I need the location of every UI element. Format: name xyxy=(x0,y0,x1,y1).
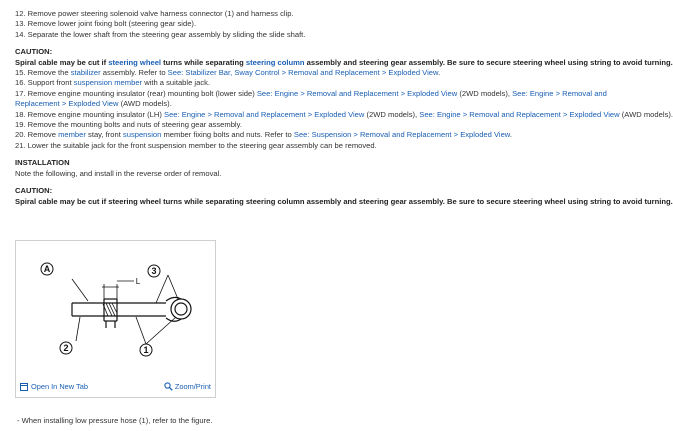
steering-column-link[interactable]: steering column xyxy=(245,57,305,67)
engine-exploded-view-link-awd[interactable]: See: Engine > Removal and Replacement > Exploded View xyxy=(15,88,607,109)
zoom-print-button[interactable] xyxy=(164,382,211,391)
procedure-content xyxy=(15,9,673,207)
step-15: 15. Remove the stabilizer assembly. Refer to See: Stabilizer Bar, Sway Control > Removal and Replacement > Exploded View. xyxy=(15,68,441,78)
step-17: 17. Remove engine mounting insulator (rear) mounting bolt (lower side) See: Engine > Removal and Replacement > Exploded View (2WD models), See: Engine > Removal and Replacement > Exploded View (AWD models). xyxy=(15,88,607,109)
suspension-link[interactable]: suspension xyxy=(122,130,162,140)
open-in-new-tab-label: Open In New Tab xyxy=(31,382,88,391)
step-13: 13. Remove lower joint fixing bolt (steering gear side). xyxy=(15,19,197,29)
figure-footer xyxy=(20,382,211,394)
steering-joint-illustration xyxy=(16,241,215,381)
callout-l: L xyxy=(135,277,141,286)
step-21: 21. Lower the suitable jack for the front suspension member to the steering gear assembly can be removed. xyxy=(15,140,377,150)
callout-1: 1 xyxy=(143,345,149,355)
member-link[interactable]: member xyxy=(58,130,86,140)
suspension-member-link[interactable]: suspension member xyxy=(73,78,143,88)
magnifier-icon xyxy=(164,382,173,391)
engine-exploded-view-link-lh-2wd[interactable]: See: Engine > Removal and Replacement > Exploded View xyxy=(164,109,365,119)
callout-3: 3 xyxy=(151,266,157,276)
new-tab-icon xyxy=(20,383,28,391)
step-20: 20. Remove member stay, front suspension member fixing bolts and nuts. Refer to See: Suspension > Removal and Replacement > Exploded View. xyxy=(15,130,512,140)
figure-panel xyxy=(15,240,216,398)
step-14: 14. Separate the lower shaft from the steering gear assembly by sliding the slide shaft. xyxy=(15,29,306,39)
caution-heading: CAUTION: xyxy=(15,47,53,57)
step-16: 16. Support front suspension member with a suitable jack. xyxy=(15,78,211,88)
step-12: 12. Remove power steering solenoid valve harness connector (1) and harness clip. xyxy=(15,9,294,18)
stabilizer-exploded-view-link[interactable]: See: Stabilizer Bar, Sway Control > Removal and Replacement > Exploded View xyxy=(167,68,439,78)
suspension-exploded-view-link[interactable]: See: Suspension > Removal and Replacement > Exploded View xyxy=(293,130,510,140)
caution-heading-2: CAUTION: xyxy=(15,186,53,196)
low-pressure-hose-note: - When installing low pressure hose (1), refer to the figure. xyxy=(17,416,213,425)
callout-2: 2 xyxy=(63,343,69,353)
zoom-print-label: Zoom/Print xyxy=(174,382,211,391)
steering-wheel-link[interactable]: steering wheel xyxy=(108,57,162,67)
installation-heading: INSTALLATION xyxy=(15,158,70,168)
installation-text: Note the following, and install in the reverse order of removal. xyxy=(15,168,222,178)
step-18: 18. Remove engine mounting insulator (LH) See: Engine > Removal and Replacement > Exploded View (2WD models), See: Engine > Removal and Replacement > Exploded View (AWD models). xyxy=(15,109,673,119)
stabilizer-link[interactable]: stabilizer xyxy=(70,68,101,78)
caution-text-2: Spiral cable may be cut if steering wheel turns while separating steering column assembly and steering gear assembly. Be sure to secure steering wheel using string to avoid turning. xyxy=(15,196,673,206)
callout-a: A xyxy=(43,264,51,274)
engine-exploded-view-link-lh-awd[interactable]: See: Engine > Removal and Replacement > Exploded View xyxy=(419,109,620,119)
open-in-new-tab-button[interactable] xyxy=(20,382,88,391)
caution-text: Spiral cable may be cut if steering wheel turns while separating steering column assembly and steering gear assembly. Be sure to secure steering wheel using string to avoid turning. xyxy=(15,57,673,67)
engine-exploded-view-link-2wd[interactable]: See: Engine > Removal and Replacement > Exploded View xyxy=(256,88,458,98)
step-19: 19. Remove the mounting bolts and nuts of steering gear assembly. xyxy=(15,120,242,130)
